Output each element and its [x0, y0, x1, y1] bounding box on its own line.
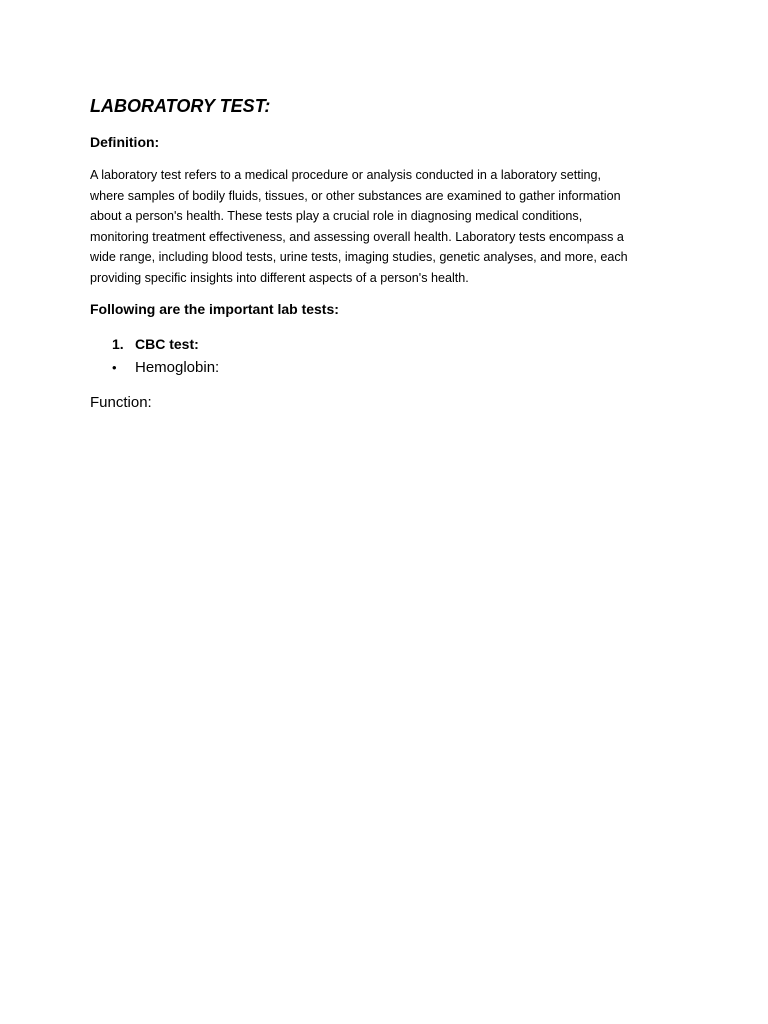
definition-line: providing specific insights into different aspects of a person's health.: [90, 270, 469, 285]
document-title: LABORATORY TEST:: [90, 96, 271, 116]
list-item-label: CBC test:: [135, 336, 199, 352]
definition-heading: Definition:: [90, 134, 160, 150]
function-label: Function:: [90, 394, 152, 411]
list-number: 1.: [112, 336, 124, 352]
bullet-list-item: [112, 357, 219, 379]
definition-line: wide range, including blood tests, urine tests, imaging studies, genetic analyses, and more, each: [90, 250, 628, 264]
lab-tests-heading: Following are the important lab tests:: [90, 301, 339, 317]
numbered-list-item: [112, 334, 199, 354]
bullet-icon: •: [112, 360, 117, 375]
definition-paragraph: [90, 165, 690, 288]
bullet-item-label: Hemoglobin:: [135, 359, 220, 376]
definition-line: monitoring treatment effectiveness, and assessing overall health. Laboratory tests encompass a: [90, 229, 624, 244]
definition-line: about a person's health. These tests play a crucial role in diagnosing medical conditions,: [90, 209, 583, 223]
definition-line: where samples of bodily fluids, tissues, or other substances are examined to gather information: [90, 188, 621, 203]
definition-line: A laboratory test refers to a medical procedure or analysis conducted in a laboratory setting,: [90, 168, 602, 182]
